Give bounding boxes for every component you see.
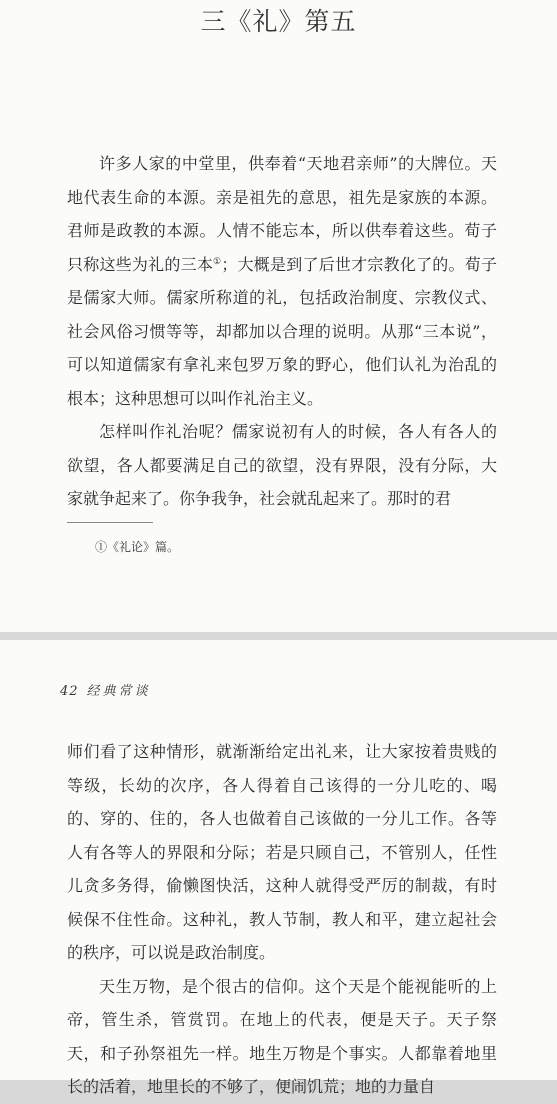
book-title: 经典常谈 bbox=[86, 684, 151, 699]
paragraph-2: 怎样叫作礼治呢？儒家说初有人的时候，各人有各人的欲望，各人都要满足自己的欲望，没有界限，没有分际，大家就争起来了。你争我争，社会就乱起来了。那时的君 bbox=[67, 422, 497, 508]
chapter-title: 三《礼》第五 bbox=[200, 7, 357, 36]
running-header bbox=[60, 680, 151, 699]
footnote-reference[interactable]: ① bbox=[213, 256, 222, 267]
paragraph-1-text: 许多人家的中堂里，供奉着“天地君亲师”的大牌位。天地代表生命的本源。亲是祖先的意思，祖先是家族的本源。君师是政教的本源。人情不能忘本，所以供奉着这些。荀子只称这些为礼的三本 bbox=[67, 154, 497, 274]
paragraph-1 bbox=[67, 147, 497, 415]
bottom-page-body bbox=[67, 735, 497, 1104]
footnote-divider bbox=[67, 522, 153, 523]
paragraph-3: 天生万物，是个很古的信仰。这个天是个能视能听的上帝，管生杀，管赏罚。在地上的代表，便是天子。天子祭天，和子孙祭祖先一样。地生万物是个事实。人都靠着地里长的活着，地里长的不够了，便闹饥荒；地的力量自 bbox=[67, 976, 497, 1096]
paragraph-1-text-after-note: ；大概是到了后世才宗教化了的。荀子是儒家大师。儒家所称道的礼，包括政治制度、宗教仪式、社会风俗习惯等等，却都加以合理的说明。从那“三本说”，可以知道儒家有拿礼来包罗万象的野心，他们认礼为治乱的根本；这种思想可以叫作礼治主义。 bbox=[67, 254, 497, 408]
bottom-page bbox=[0, 640, 557, 1096]
footnote: ①《礼论》篇。 bbox=[95, 540, 180, 554]
paragraph-continued: 师们看了这种情形，就渐渐给定出礼来，让大家按着贵贱的等级，长幼的次序，各人得着自己该得的一分儿吃的、喝的、穿的、住的，各人也做着自己该做的一分儿工作。各等人有各等人的界限和分际；若是只顾自己，不管别人，任性儿贪多务得，偷懒图快活，这种人就得受严厉的制裁，有时候保不住性命。这种礼，教人节制，教人和平，建立起社会的秩序，可以说是政治制度。 bbox=[67, 742, 497, 962]
top-page-body bbox=[67, 147, 497, 516]
page-number: 42 bbox=[60, 684, 79, 699]
